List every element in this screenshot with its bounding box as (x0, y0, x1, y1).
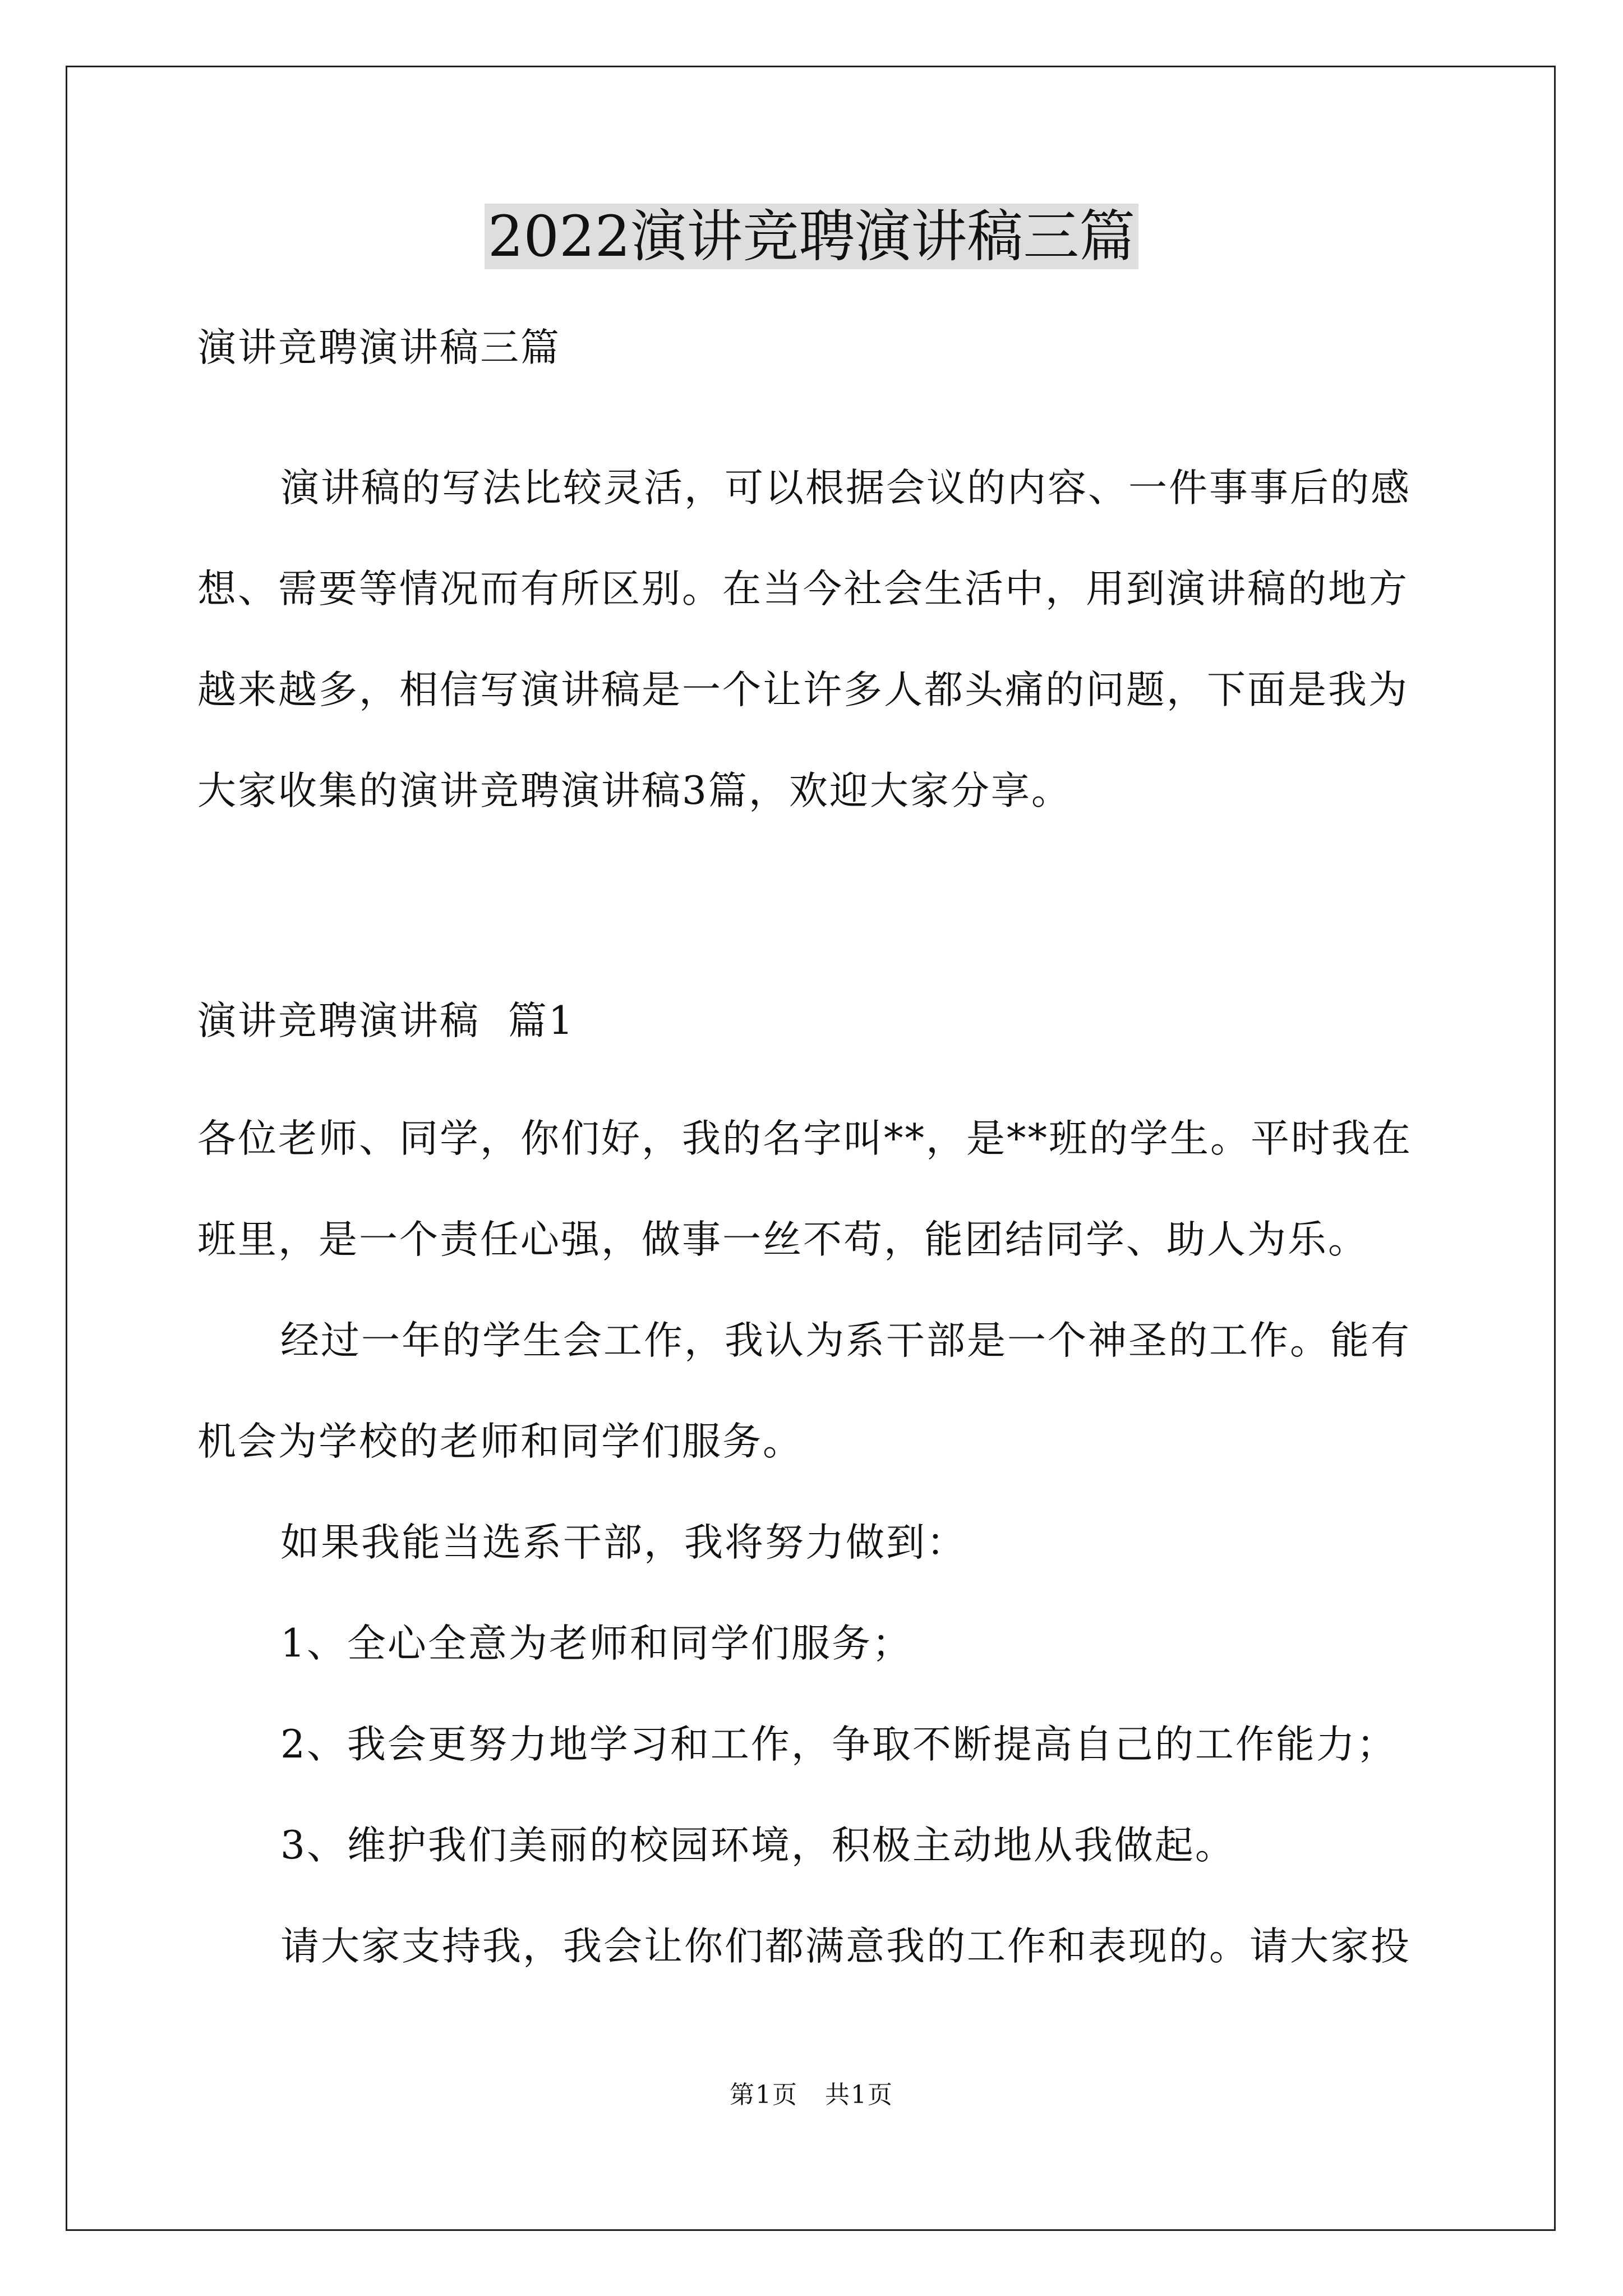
body-paragraph-4: 请大家支持我，我会让你们都满意我的工作和表现的。请大家投 (280, 1924, 1411, 1969)
section-body (197, 1088, 1437, 1997)
body-paragraph-1: 各位老师、同学，你们好，我的名字叫**，是**班的学生。平时我在班里，是一个责任心强，做事一丝不苟，能团结同学、助人为乐。 (197, 1116, 1412, 1262)
document-subtitle: 演讲竞聘演讲稿三篇 (197, 325, 561, 370)
intro-paragraph: 演讲稿的写法比较灵活，可以根据会议的内容、一件事事后的感想、需要等情况而有所区别。在当今社会生活中，用到演讲稿的地方越来越多，相信写演讲稿是一个让许多人都头痛的问题，下面是我为大家收集的演讲竞聘演讲稿3篇，欢迎大家分享。 (197, 466, 1411, 813)
page-footer: 第1页 共1页 (730, 2081, 893, 2109)
body-paragraph-2: 经过一年的学生会工作，我认为系干部是一个神圣的工作。能有机会为学校的老师和同学们服务。 (197, 1318, 1411, 1464)
list-item-3: 3、维护我们美丽的校园环境，积极主动地从我做起。 (280, 1823, 1235, 1868)
list-item-2: 2、我会更努力地学习和工作，争取不断提高自己的工作能力； (280, 1722, 1397, 1767)
list-item-1: 1、全心全意为老师和同学们服务； (280, 1621, 912, 1666)
document-title-text: 2022演讲竞聘演讲稿三篇 (485, 204, 1139, 269)
section-heading: 演讲竞聘演讲稿 篇1 (197, 999, 575, 1043)
body-paragraph-3: 如果我能当选系干部，我将努力做到： (280, 1520, 967, 1565)
document-title (0, 197, 1623, 276)
